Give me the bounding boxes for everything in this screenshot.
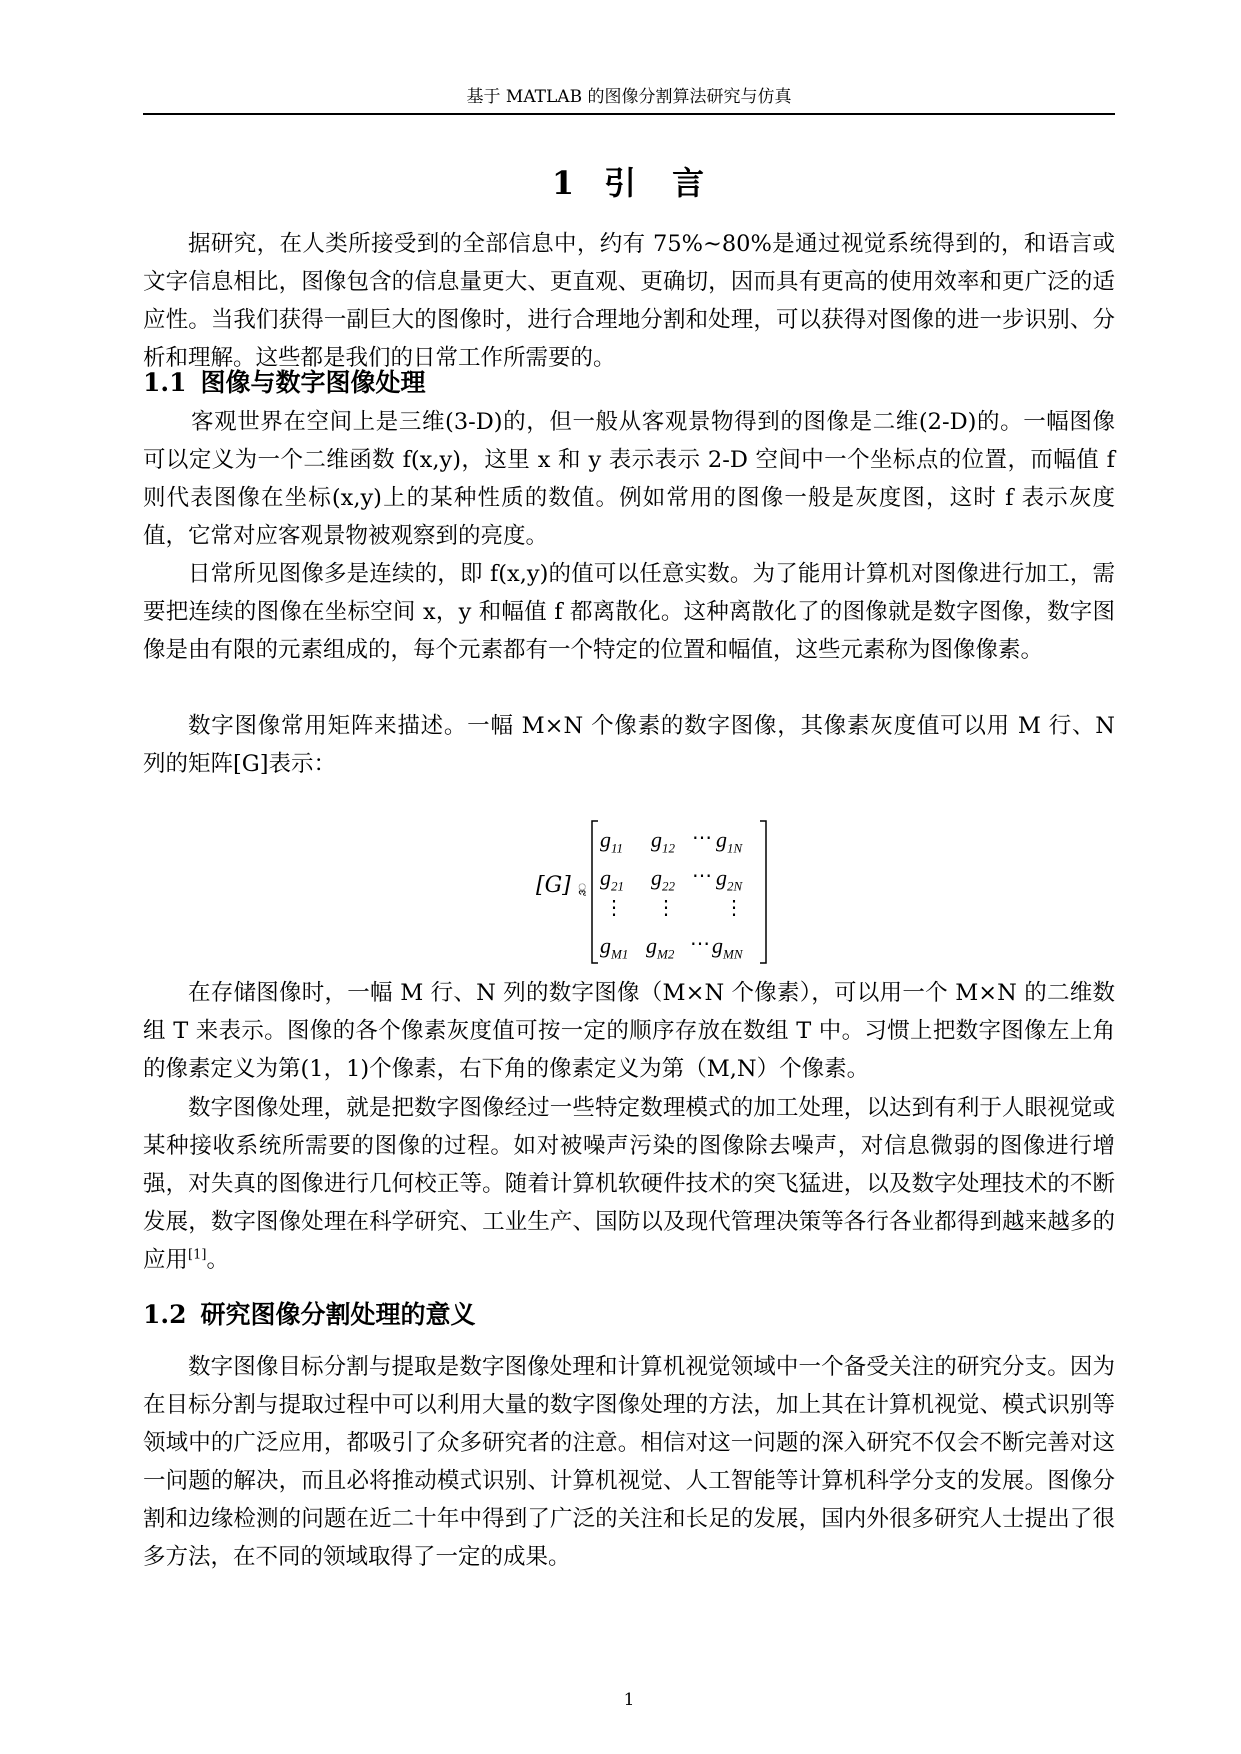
matrix-hdots: ⋯ <box>690 931 710 955</box>
matrix-cell: $g_{M2}$ <box>646 933 675 962</box>
section1-paragraph-1: 客观世界在空间上是三维(3-D)的，但一般从客观景物得到的图像是二维(2-D)的。一幅图像可以定义为一个二维函数 f(x,y)，这里 x 和 y 表示表示 2-D 空间中一个坐标点的位置，而幅值 f 则代表图像在坐标(x,y)上的某种性质的数值。例如常用的图像一般是灰度图，这时 f 表示灰度值，它常对应客观景物被观察到的亮度。 <box>143 409 1115 549</box>
matrix-cell: $g_{11}$ <box>600 827 624 856</box>
chapter-name: 引 言 <box>604 164 707 202</box>
section-heading-1-2 <box>143 1298 476 1332</box>
matrix-cell: $g_{2N}$ <box>716 865 743 894</box>
matrix-hdots: ⋯ <box>692 825 712 849</box>
matrix-cell: $g_{12}$ <box>651 827 675 856</box>
header-rule <box>143 113 1115 115</box>
section-title: 研究图像分割处理的意义 <box>200 1300 476 1329</box>
equals-symbol: ॢ <box>578 879 587 895</box>
section1-paragraph-4: 在存储图像时，一幅 M 行、N 列的数字图像（M×N 个像素），可以用一个 M×N 的二维数组 T 来表示。图像的各个像素灰度值可按一定的顺序存放在数组 T 中。习惯上把数字图像左上角的像素定义为第(1，1)个像素，右下角的像素定义为第（M,N）个像素。 <box>143 980 1115 1082</box>
section-heading-1-1 <box>143 366 426 400</box>
matrix-cell: $g_{MN}$ <box>712 933 743 962</box>
matrix-cell: $g_{21}$ <box>600 865 624 894</box>
citation-ref: [1] <box>188 1247 207 1263</box>
matrix-vdots: ⋮ <box>724 895 744 919</box>
intro-paragraph: 据研究，在人类所接受到的全部信息中，约有 75%~80%是通过视觉系统得到的，和语言或文字信息相比，图像包含的信息量更大、更直观、更确切，因而具有更高的使用效率和更广泛的适应性。当我们获得一副巨大的图像时，进行合理地分割和处理，可以获得对图像的进一步识别、分析和理解。这些都是我们的日常工作所需要的。 <box>143 231 1115 371</box>
section-number: 1.1 <box>143 368 187 397</box>
paragraph-text: 数字图像处理，就是把数字图像经过一些特定数理模式的加工处理，以达到有利于人眼视觉或某种接收系统所需要的图像的过程。如对被噪声污染的图像除去噪声，对信息微弱的图像进行增强，对失真的图像进行几何校正等。随着计算机软硬件技术的突飞猛进，以及数字处理技术的不断发展，数字图像处理在科学研究、工业生产、国防以及现代管理决策等各行各业都得到越来越多的应用 <box>143 1095 1115 1273</box>
matrix-cell: $g_{1N}$ <box>716 827 743 856</box>
section1-paragraph-5 <box>143 1089 1115 1279</box>
paragraph-end: 。 <box>206 1247 229 1273</box>
page-number: 1 <box>623 1690 635 1710</box>
matrix-cell: $g_{M1}$ <box>600 933 629 962</box>
section-number: 1.2 <box>143 1300 187 1329</box>
chapter-number: 1 <box>551 164 577 202</box>
section-title: 图像与数字图像处理 <box>200 368 426 397</box>
section2-paragraph-1: 数字图像目标分割与提取是数字图像处理和计算机视觉领域中一个备受关注的研究分支。因为在目标分割与提取过程中可以利用大量的数字图像处理的方法，加上其在计算机视觉、模式识别等领域中的广泛应用，都吸引了众多研究者的注意。相信对这一问题的深入研究不仅会不断完善对这一问题的解决，而且必将推动模式识别、计算机视觉、人工智能等计算机科学分支的发展。图像分割和边缘检测的问题在近二十年中得到了广泛的关注和长足的发展，国内外很多研究人士提出了很多方法，在不同的领域取得了一定的成果。 <box>143 1354 1115 1570</box>
matrix-lhs: [G] <box>536 873 571 898</box>
section1-paragraph-2: 日常所见图像多是连续的，即 f(x,y)的值可以任意实数。为了能用计算机对图像进行加工，需要把连续的图像在坐标空间 x，y 和幅值 f 都离散化。这种离散化了的图像就是数字图像，数字图像是由有限的元素组成的，每个元素都有一个特定的位置和幅值，这些元素称为图像像素。 <box>143 561 1115 663</box>
chapter-title <box>143 158 1115 204</box>
running-header: 基于 MATLAB 的图像分割算法研究与仿真 <box>466 87 792 107</box>
matrix-vdots: ⋮ <box>604 895 624 919</box>
section1-paragraph-3: 数字图像常用矩阵来描述。一幅 M×N 个像素的数字图像，其像素灰度值可以用 M 行、N 列的矩阵[G]表示： <box>143 713 1115 777</box>
matrix-hdots: ⋯ <box>692 863 712 887</box>
matrix-cell: $g_{22}$ <box>651 865 675 894</box>
matrix-vdots: ⋮ <box>656 895 676 919</box>
matrix-equation <box>520 817 780 967</box>
